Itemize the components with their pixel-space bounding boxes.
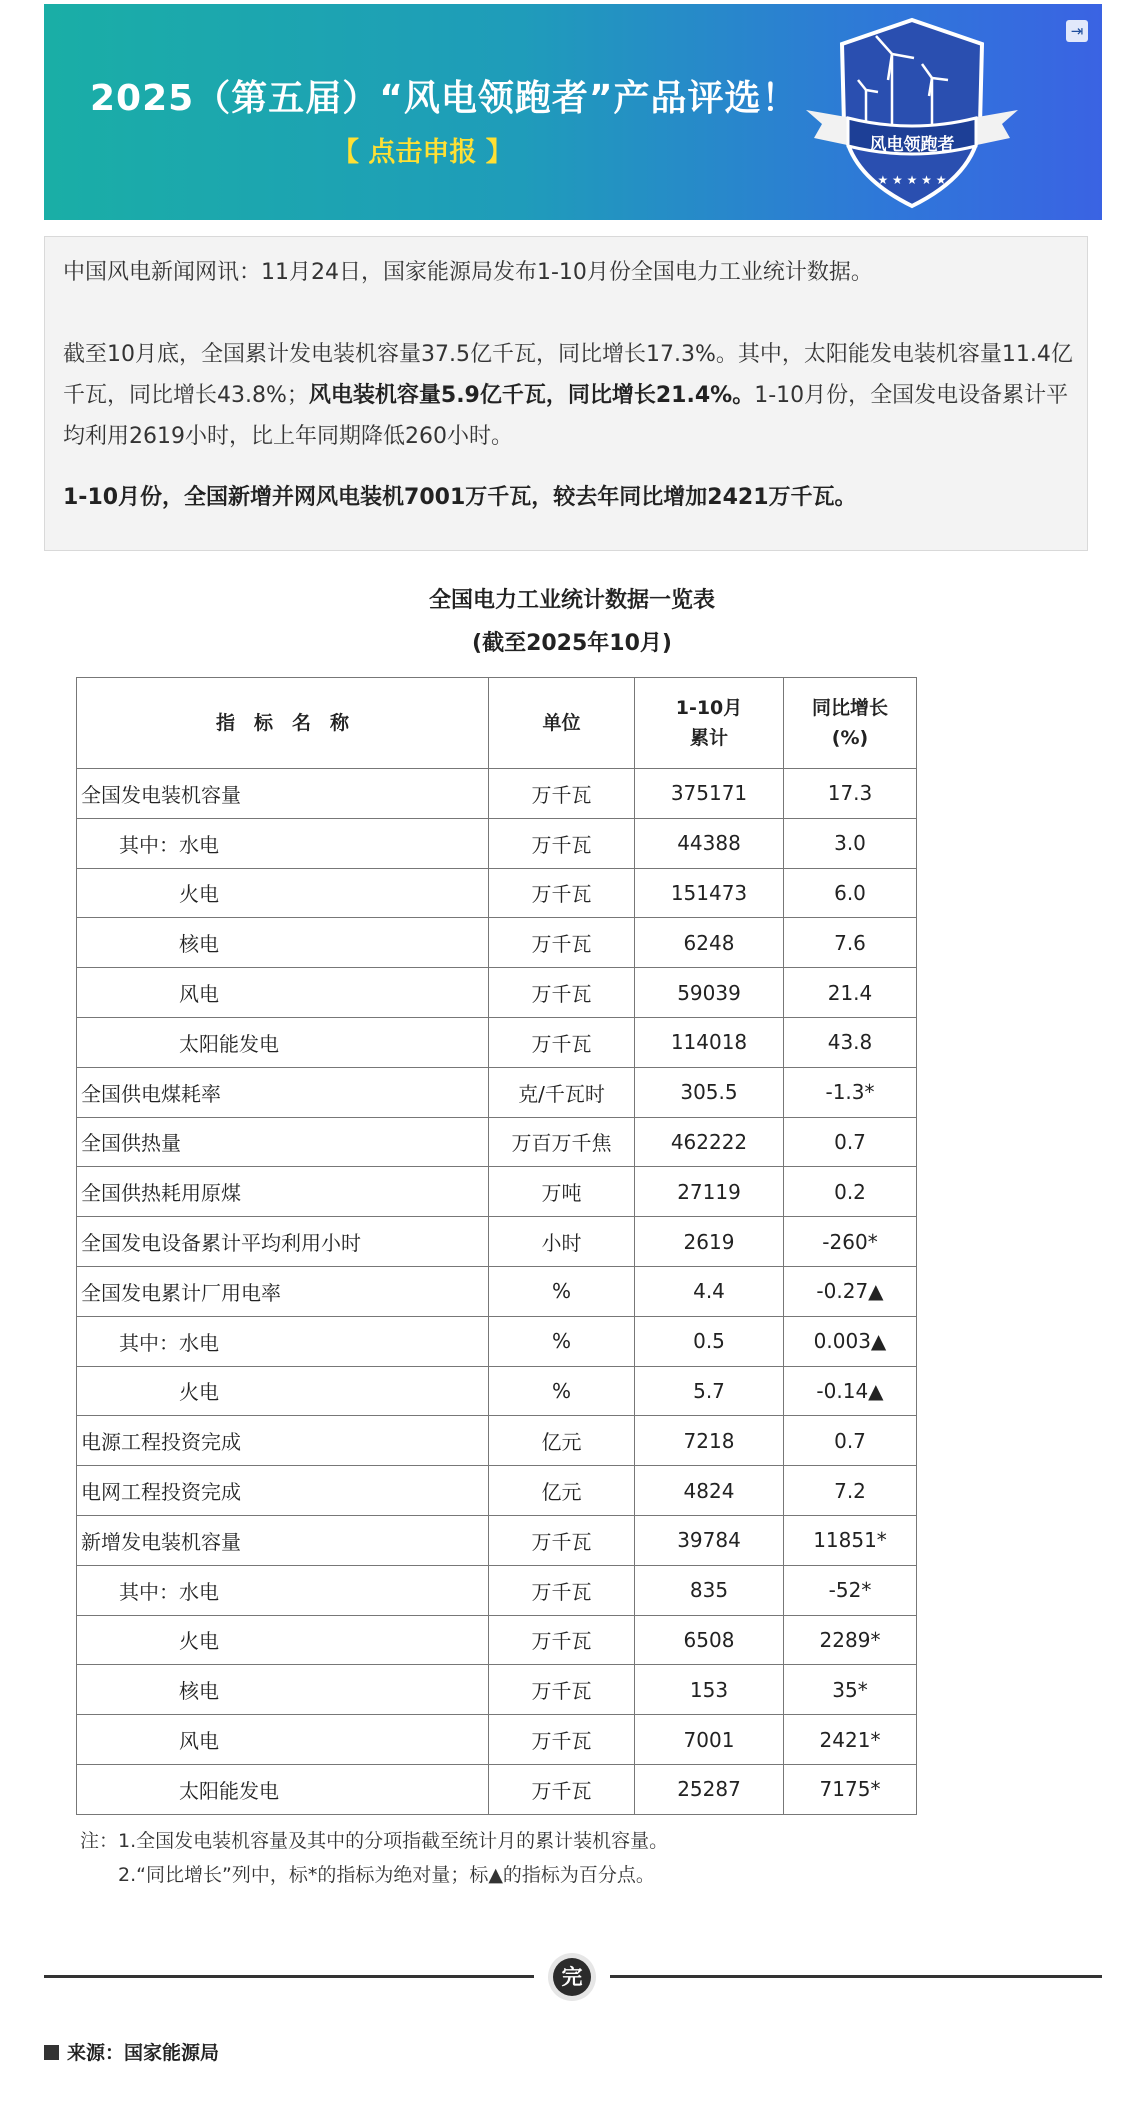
row-name: 风电 (77, 968, 489, 1018)
row-value: 114018 (635, 1017, 784, 1067)
row-unit: 万千瓦 (489, 918, 635, 968)
row-growth: 0.003▲ (784, 1316, 917, 1366)
row-name: 全国供电煤耗率 (77, 1067, 489, 1117)
row-unit: 万千瓦 (489, 1017, 635, 1067)
row-growth: 2289* (784, 1615, 917, 1665)
table-row (77, 1515, 917, 1565)
header-growth-line-1: 同比增长 (811, 697, 888, 719)
row-unit: 万千瓦 (489, 868, 635, 918)
row-name: 其中：水电 (77, 1316, 489, 1366)
row-growth: 6.0 (784, 868, 917, 918)
row-value: 0.5 (635, 1316, 784, 1366)
row-value: 44388 (635, 818, 784, 868)
table-note-1: 注：1.全国发电装机容量及其中的分项指截至统计月的累计装机容量。 (80, 1830, 669, 1852)
table-row (77, 1665, 917, 1715)
table-row (77, 769, 917, 819)
row-growth: -0.27▲ (784, 1266, 917, 1316)
divider-right (610, 1975, 1102, 1978)
table-row (77, 1117, 917, 1167)
row-name: 火电 (77, 1366, 489, 1416)
row-value: 462222 (635, 1117, 784, 1167)
apply-link[interactable]: 【 点击申报 】 (332, 137, 513, 168)
summary-p2-highlight: 风电装机容量5.9亿千瓦，同比增长21.4%。 (308, 383, 755, 408)
table-subtitle: (截至2025年10月) (472, 631, 672, 656)
row-value: 6508 (635, 1615, 784, 1665)
row-name: 全国发电累计厂用电率 (77, 1266, 489, 1316)
row-value: 151473 (635, 868, 784, 918)
row-unit: 亿元 (489, 1466, 635, 1516)
row-value: 25287 (635, 1764, 784, 1814)
row-growth: 7.6 (784, 918, 917, 968)
table-row (77, 818, 917, 868)
table-row (77, 1366, 917, 1416)
row-name: 新增发电装机容量 (77, 1515, 489, 1565)
row-value: 6248 (635, 918, 784, 968)
row-name: 火电 (77, 868, 489, 918)
table-row (77, 1017, 917, 1067)
row-name: 太阳能发电 (77, 1017, 489, 1067)
row-unit: % (489, 1316, 635, 1366)
table-row (77, 968, 917, 1018)
row-name: 火电 (77, 1615, 489, 1665)
table-row (77, 1316, 917, 1366)
table-row (77, 1565, 917, 1615)
row-name: 核电 (77, 918, 489, 968)
row-unit: 万千瓦 (489, 968, 635, 1018)
row-growth: 21.4 (784, 968, 917, 1018)
row-value: 5.7 (635, 1366, 784, 1416)
row-value: 375171 (635, 769, 784, 819)
row-value: 7218 (635, 1416, 784, 1466)
table-row (77, 1266, 917, 1316)
row-name: 全国发电装机容量 (77, 769, 489, 819)
row-unit: 小时 (489, 1217, 635, 1267)
row-unit: 万千瓦 (489, 1615, 635, 1665)
end-mark (548, 1953, 596, 2001)
wind-turbine-shield-icon (792, 14, 1032, 214)
table-row (77, 1715, 917, 1765)
row-name: 全国供热量 (77, 1117, 489, 1167)
source-text: 来源：国家能源局 (67, 2042, 220, 2064)
row-name: 核电 (77, 1665, 489, 1715)
row-name: 风电 (77, 1715, 489, 1765)
row-name: 电源工程投资完成 (77, 1416, 489, 1466)
row-unit: 亿元 (489, 1416, 635, 1466)
row-unit: 万千瓦 (489, 1515, 635, 1565)
row-growth: 17.3 (784, 769, 917, 819)
table-row (77, 1764, 917, 1814)
row-growth: 0.7 (784, 1117, 917, 1167)
summary-paragraph-2 (63, 334, 1073, 457)
promo-banner[interactable] (44, 4, 1102, 220)
row-value: 39784 (635, 1515, 784, 1565)
table-row (77, 918, 917, 968)
banner-title: 2025（第五届）“风电领跑者”产品评选！ (90, 78, 799, 119)
summary-p2-text-b: 1-10月份，全国发电设备累计平均利用2619小时，比上年同期降低260小时。 (63, 383, 1069, 449)
row-unit: 万千瓦 (489, 1565, 635, 1615)
row-value: 2619 (635, 1217, 784, 1267)
end-mark-label: 完 (553, 1958, 591, 1996)
row-growth: -0.14▲ (784, 1366, 917, 1416)
table-row (77, 1416, 917, 1466)
row-value: 4.4 (635, 1266, 784, 1316)
row-value: 4824 (635, 1466, 784, 1516)
header-growth-line-2: (%) (831, 727, 869, 749)
table-row (77, 1167, 917, 1217)
row-value: 835 (635, 1565, 784, 1615)
header-growth (784, 678, 917, 769)
row-growth: 7.2 (784, 1466, 917, 1516)
row-unit: 万百万千焦 (489, 1117, 635, 1167)
row-name: 电网工程投资完成 (77, 1466, 489, 1516)
table-row (77, 1067, 917, 1117)
row-growth: 43.8 (784, 1017, 917, 1067)
row-growth: 0.7 (784, 1416, 917, 1466)
header-indicator-name: 指 标 名 称 (77, 678, 489, 769)
badge-label: 风电领跑者 (869, 135, 955, 155)
row-unit: % (489, 1266, 635, 1316)
row-value: 305.5 (635, 1067, 784, 1117)
row-growth: 0.2 (784, 1167, 917, 1217)
divider-left (44, 1975, 534, 1978)
table-row (77, 1615, 917, 1665)
row-value: 27119 (635, 1167, 784, 1217)
summary-p2-text-a: 截至10月底，全国累计发电装机容量37.5亿千瓦，同比增长17.3%。其中，太阳能发电装机容量11.4亿千瓦，同比增长43.8%； (63, 342, 1073, 408)
row-growth: 7175* (784, 1764, 917, 1814)
row-name: 全国发电设备累计平均利用小时 (77, 1217, 489, 1267)
exit-icon[interactable]: ⇥ (1066, 20, 1088, 42)
row-growth: -260* (784, 1217, 917, 1267)
table-row (77, 868, 917, 918)
row-growth: -52* (784, 1565, 917, 1615)
row-unit: 万千瓦 (489, 769, 635, 819)
source-icon (44, 2045, 59, 2060)
row-unit: 万千瓦 (489, 818, 635, 868)
summary-paragraph-1: 中国风电新闻网讯：11月24日，国家能源局发布1-10月份全国电力工业统计数据。 (63, 260, 873, 285)
table-header-row (77, 678, 917, 769)
header-cumulative (635, 678, 784, 769)
header-cumulative-line-1: 1-10月 (675, 697, 743, 719)
table-row (77, 1466, 917, 1516)
row-growth: -1.3* (784, 1067, 917, 1117)
row-growth: 2421* (784, 1715, 917, 1765)
summary-paragraph-3: 1-10月份，全国新增并网风电装机7001万千瓦，较去年同比增加2421万千瓦。 (63, 485, 857, 510)
row-growth: 11851* (784, 1515, 917, 1565)
row-unit: 克/千瓦时 (489, 1067, 635, 1117)
statistics-table (76, 677, 917, 1815)
row-unit: % (489, 1366, 635, 1416)
row-growth: 3.0 (784, 818, 917, 868)
row-growth: 35* (784, 1665, 917, 1715)
news-summary (44, 236, 1088, 551)
row-unit: 万吨 (489, 1167, 635, 1217)
svg-text:★ ★ ★ ★ ★: ★ ★ ★ ★ ★ (877, 173, 947, 187)
row-unit: 万千瓦 (489, 1715, 635, 1765)
table-note-2: 2.“同比增长”列中，标*的指标为绝对量；标▲的指标为百分点。 (118, 1864, 655, 1886)
row-name: 其中：水电 (77, 818, 489, 868)
row-value: 153 (635, 1665, 784, 1715)
row-value: 7001 (635, 1715, 784, 1765)
table-row (77, 1217, 917, 1267)
source-line (44, 2038, 219, 2065)
table-title: 全国电力工业统计数据一览表 (428, 588, 715, 613)
row-unit: 万千瓦 (489, 1665, 635, 1715)
row-name: 其中：水电 (77, 1565, 489, 1615)
row-name: 全国供热耗用原煤 (77, 1167, 489, 1217)
row-value: 59039 (635, 968, 784, 1018)
row-unit: 万千瓦 (489, 1764, 635, 1814)
row-name: 太阳能发电 (77, 1764, 489, 1814)
header-cumulative-line-2: 累计 (689, 727, 728, 749)
header-unit: 单位 (489, 678, 635, 769)
